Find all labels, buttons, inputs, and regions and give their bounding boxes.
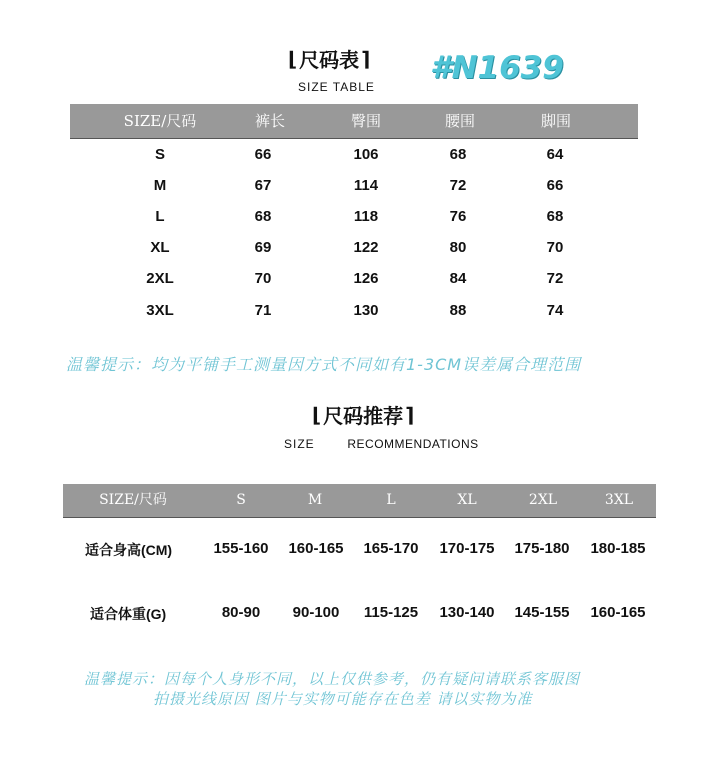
- cell-size: L: [155, 208, 165, 225]
- header-size: SIZE/尺码: [99, 492, 167, 508]
- header-length: 裤长: [254, 112, 285, 130]
- header-m: M: [307, 492, 323, 508]
- cell-hip: 114: [353, 177, 379, 194]
- cell-waist: 68: [449, 146, 467, 163]
- cell-waist: 72: [449, 177, 467, 194]
- product-code: #N1639: [430, 50, 564, 86]
- reference-note-line2: 拍摄光线原因 图片与实物可能存在色差 请以实物为准: [153, 690, 533, 708]
- size-table-header: [70, 104, 638, 138]
- right-bracket-icon: ⌉: [361, 46, 371, 71]
- cell-hip: 106: [353, 146, 379, 163]
- recommend-title-en-1: SIZE: [284, 437, 315, 451]
- reference-note-line1: 温馨提示：因每个人身形不同，以上仅供参考，仍有疑问请联系客服图: [84, 670, 581, 688]
- cell-value: 160-165: [590, 604, 646, 621]
- header-2xl: 2XL: [528, 492, 558, 508]
- header-hip: 臀围: [350, 112, 381, 130]
- cell-hem: 66: [546, 177, 564, 194]
- recommend-table-divider: [63, 517, 656, 518]
- cell-value: 155-160: [213, 540, 269, 557]
- size-table-title-cn: 尺码表: [299, 48, 360, 72]
- header-l: L: [386, 492, 396, 508]
- left-bracket-icon: ⌊: [288, 46, 298, 71]
- recommend-title-en-2: RECOMMENDATIONS: [347, 437, 479, 451]
- cell-hip: 118: [353, 208, 379, 225]
- cell-size: 3XL: [146, 302, 174, 319]
- cell-value: 145-155: [514, 604, 570, 621]
- cell-hem: 64: [546, 146, 564, 163]
- cell-value: 165-170: [363, 540, 419, 557]
- cell-value: 170-175: [439, 540, 495, 557]
- recommend-table-header: [63, 484, 656, 517]
- left-bracket-icon: ⌊: [312, 402, 322, 427]
- cell-hem: 70: [546, 239, 564, 256]
- cell-length: 71: [254, 302, 272, 319]
- header-hem: 脚围: [540, 112, 571, 130]
- cell-length: 69: [254, 239, 272, 256]
- cell-value: 90-100: [292, 604, 340, 621]
- cell-waist: 80: [449, 239, 467, 256]
- cell-hem: 74: [546, 302, 564, 319]
- row-label-height: 适合身高(CM): [85, 542, 173, 558]
- header-s: S: [236, 492, 246, 508]
- size-table-title-en: SIZE TABLE: [298, 80, 375, 94]
- cell-value: 160-165: [288, 540, 344, 557]
- cell-hem: 68: [546, 208, 564, 225]
- header-waist: 腰围: [444, 112, 475, 130]
- size-table-divider: [70, 138, 638, 139]
- cell-hip: 122: [353, 239, 379, 256]
- cell-length: 67: [254, 177, 272, 194]
- recommend-title: [312, 400, 414, 429]
- cell-hem: 72: [546, 270, 564, 287]
- cell-waist: 84: [449, 270, 467, 287]
- cell-size: XL: [150, 239, 170, 256]
- cell-value: 80-90: [221, 604, 261, 621]
- row-label-weight: 适合体重(G): [90, 606, 167, 622]
- header-3xl: 3XL: [604, 492, 634, 508]
- cell-size: 2XL: [146, 270, 174, 287]
- cell-size: S: [154, 146, 165, 163]
- cell-length: 66: [254, 146, 272, 163]
- cell-hip: 130: [353, 302, 379, 319]
- cell-length: 70: [254, 270, 272, 287]
- size-table-title: [288, 44, 370, 73]
- cell-size: M: [153, 177, 167, 194]
- cell-value: 175-180: [514, 540, 570, 557]
- cell-value: 130-140: [439, 604, 495, 621]
- measurement-note: 温馨提示：均为平铺手工测量因方式不同如有1-3CM误差属合理范围: [66, 355, 582, 374]
- cell-length: 68: [254, 208, 272, 225]
- recommend-title-cn: 尺码推荐: [323, 404, 404, 428]
- header-xl: XL: [457, 492, 477, 508]
- cell-value: 115-125: [363, 604, 419, 621]
- cell-waist: 88: [449, 302, 467, 319]
- cell-value: 180-185: [590, 540, 646, 557]
- cell-hip: 126: [353, 270, 379, 287]
- recommend-title-en: [284, 437, 479, 451]
- cell-waist: 76: [449, 208, 467, 225]
- right-bracket-icon: ⌉: [405, 402, 415, 427]
- header-size: SIZE/尺码: [123, 112, 197, 130]
